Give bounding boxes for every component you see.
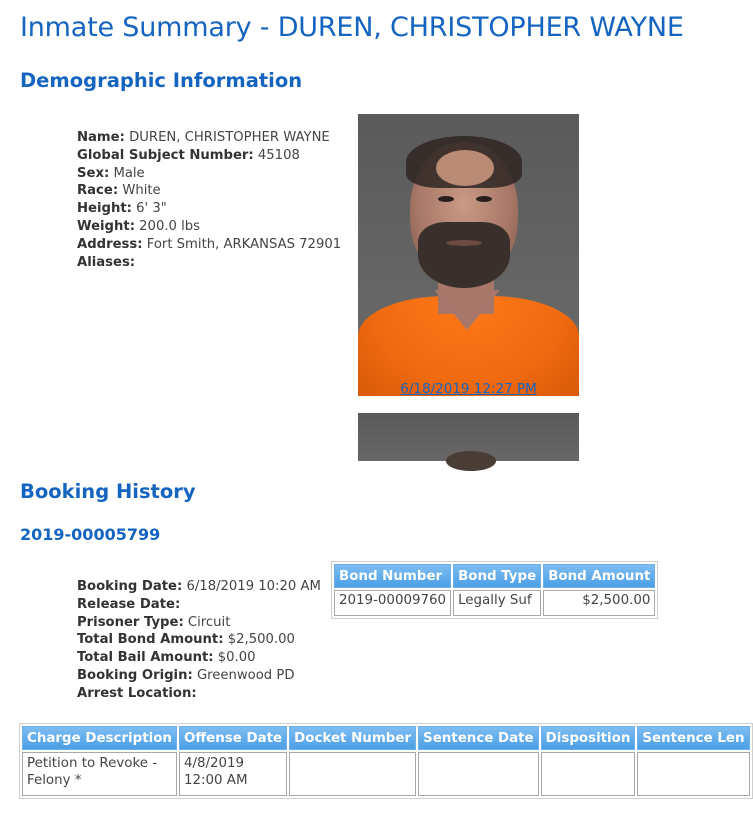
- bond-number-header[interactable]: Bond Number: [334, 564, 451, 588]
- charge-description-header[interactable]: Charge Description: [22, 726, 177, 750]
- field-address: Address: Fort Smith, ARKANSAS 72901: [77, 236, 342, 252]
- field-release-date: Release Date:: [77, 596, 181, 612]
- offense-date-header[interactable]: Offense Date: [179, 726, 287, 750]
- beard-shape: [418, 222, 510, 288]
- sentence-length-cell: [637, 752, 749, 796]
- booking-history-heading: Booking History: [20, 480, 196, 503]
- disposition-cell: [541, 752, 636, 796]
- charge-description-cell: Petition to Revoke - Felony *: [22, 752, 177, 796]
- field-prisoner-type: Prisoner Type: Circuit: [77, 614, 231, 630]
- docket-number-header[interactable]: Docket Number: [289, 726, 416, 750]
- disposition-header[interactable]: Disposition: [541, 726, 636, 750]
- demographic-info: [77, 129, 341, 271]
- bond-amount-cell: $2,500.00: [543, 590, 655, 616]
- charge-table-header-row: [22, 726, 750, 750]
- mouth-shape: [446, 240, 482, 246]
- field-name: Name: DUREN, CHRISTOPHER WAYNE: [77, 130, 330, 145]
- booking-number: 2019-00005799: [20, 525, 161, 544]
- forehead-shape: [436, 150, 494, 186]
- mugshot-photo[interactable]: [358, 114, 579, 381]
- eye-left: [438, 196, 454, 202]
- field-booking-date: Booking Date: 6/18/2019 10:20 AM: [77, 579, 321, 594]
- field-height: Height: 6' 3": [77, 201, 167, 217]
- field-aliases: Aliases:: [77, 254, 136, 270]
- head-top-shape: [446, 451, 496, 471]
- field-booking-origin: Booking Origin: Greenwood PD: [77, 667, 295, 683]
- field-global-subject-number: Global Subject Number: 45108: [77, 147, 300, 163]
- photo-date-link[interactable]: 6/18/2019 12:27 PM: [400, 381, 537, 397]
- charge-table: [20, 724, 752, 798]
- bond-type-cell: Legally Suf: [453, 590, 541, 616]
- bond-type-header[interactable]: Bond Type: [453, 564, 541, 588]
- field-total-bail-amount: Total Bail Amount: $0.00: [77, 650, 256, 666]
- offense-date-cell: 4/8/2019 12:00 AM: [179, 752, 287, 796]
- sentence-date-cell: [418, 752, 539, 796]
- bond-table: [332, 562, 657, 618]
- sentence-date-header[interactable]: Sentence Date: [418, 726, 539, 750]
- field-weight: Weight: 200.0 lbs: [77, 218, 201, 234]
- field-sex: Sex: Male: [77, 165, 145, 181]
- table-row: [22, 752, 750, 796]
- mugshot-photo-secondary[interactable]: [358, 413, 579, 461]
- charge-table-container: [19, 723, 753, 799]
- eye-right: [476, 196, 492, 202]
- bond-table-header-row: [334, 564, 655, 588]
- booking-info: [77, 578, 321, 703]
- docket-number-cell: [289, 752, 416, 796]
- field-race: Race: White: [77, 183, 161, 199]
- bond-table-container: [331, 561, 658, 619]
- table-row: [334, 590, 655, 616]
- demographic-heading: Demographic Information: [20, 69, 303, 92]
- bond-amount-header[interactable]: Bond Amount: [543, 564, 655, 588]
- field-arrest-location: Arrest Location:: [77, 685, 197, 701]
- bond-number-cell: 2019-00009760: [334, 590, 451, 616]
- field-total-bond-amount: Total Bond Amount: $2,500.00: [77, 632, 295, 648]
- sentence-length-header[interactable]: Sentence Len: [637, 726, 749, 750]
- page-title: Inmate Summary - DUREN, CHRISTOPHER WAYNE: [20, 12, 684, 43]
